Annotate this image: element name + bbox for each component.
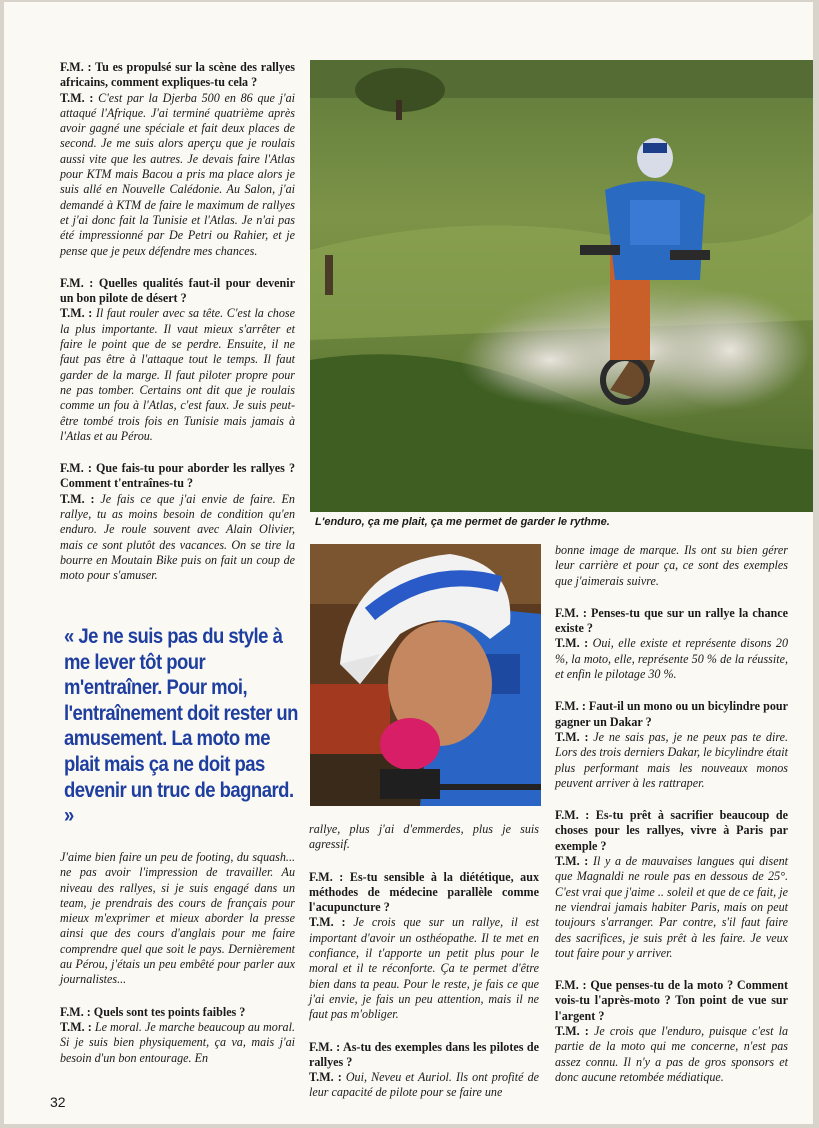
rider-portrait-photo [310, 544, 541, 806]
page-number: 32 [50, 1094, 66, 1110]
answer [60, 1020, 295, 1066]
answer-label: T.M. : [309, 915, 354, 930]
column-middle [309, 822, 539, 1118]
qa-block [60, 276, 295, 444]
enduro-photo-image [310, 60, 813, 512]
qa-block [555, 808, 788, 961]
answer-text: Il y a de mauvaises langues qui disent que Magnaldi ne roule pas en dessous de 25°. C'est vrai que j'aime .. soleil et que de ce fait, je ne viendrai jamais habiter Paris, mais on peut toujours s'arranger. Par contre, s'il faut faire des sacrifices, je suis prêt à les faire. Je veux tout faire pour y arriver. [555, 854, 788, 960]
qa-block [309, 870, 539, 1023]
answer-text: Oui, Neveu et Auriol. Ils ont profité de leur capacité de pilote pour se faire une [309, 1070, 539, 1100]
question: F.M. : Faut-il un mono ou un bicylindre pour gagner un Dakar ? [555, 699, 788, 729]
photo-caption: L'enduro, ça me plait, ça me permet de garder le rythme. [315, 516, 610, 528]
answer-label: T.M. : [555, 1024, 594, 1039]
column-right [555, 543, 788, 1102]
answer-text: Je fais ce que j'ai envie de faire. En rallye, tu as moins besoin de condition qu'en enduro. Je roule souvent avec Alain Olivier, mais ce sont plutôt des vacances. On se tire la bourre en Moutain Bike puis on fait un coup de moto pour s'amuser. [60, 491, 295, 583]
qa-block [309, 1040, 539, 1101]
answer-text: Il faut rouler avec sa tête. C'est la chose la plus importante. Il vaut mieux s'arrêter et faire le point que de se perdre. Ensuite, il ne faut pas être à l'attaque tout le temps. Il faut garder de la marge. Il faut piloter propre pour ne pas tomber. Certains ont dit que je roulais comme un fou à l'Atlas, c'est faux. Je suis peut-être tombé trois fois en Tunisie mais jamais à l'Atlas et au Pérou. [60, 306, 295, 443]
question: F.M. : Que penses-tu de la moto ? Comment vois-tu l'après-moto ? Ton point de vue sur l'argent ? [555, 978, 788, 1023]
answer-label: T.M. : [60, 491, 101, 506]
question: F.M. : Es-tu prêt à sacrifier beaucoup de choses pour les rallyes, vivre à Paris par exemple ? [555, 808, 788, 853]
question: F.M. : As-tu des exemples dans les pilotes de rallyes ? [309, 1039, 539, 1069]
question: F.M. : Quelles qualités faut-il pour devenir un bon pilote de désert ? [60, 275, 295, 306]
question: F.M. : Que fais-tu pour aborder les rallyes ? Comment t'entraînes-tu ? [60, 461, 295, 491]
answer [555, 1024, 788, 1085]
qa-block [60, 60, 295, 259]
answer [60, 306, 295, 444]
magazine-page [4, 2, 813, 1124]
answer-label: T.M. : [555, 636, 593, 651]
qa-block [555, 699, 788, 791]
answer-text: Le moral. Je marche beaucoup au moral. Si je suis bien physiquement, ça va, mais j'ai besoin d'un bon entourage. En [60, 1019, 295, 1065]
enduro-photo [310, 60, 813, 512]
question: F.M. : Quels sont tes points faibles ? [60, 1004, 246, 1019]
qa-block [555, 978, 788, 1085]
answer-label: T.M. : [60, 90, 99, 105]
answer [60, 492, 295, 584]
answer [555, 636, 788, 682]
answer-text: Je crois que l'enduro, puisque c'est la partie de la moto qui me concerne, n'est pas assez connu. Il n'y a pas de gros sponsors et donc aucune retombée médiatique. [555, 1024, 788, 1084]
column-left-lower [60, 850, 295, 1083]
answer-text: J'aime bien faire un peu de footing, du squash... ne pas avoir l'impression de travailler. Au niveau des rallyes, si je suis engagé dans un team, je prendrais des cours de français pour mieux m'exprimer et mieux aborder la presse ainsi que des cours d'anglais pour me faire comprendre quel que soit le pays. Dernièrement au Pérou, j'étais un peu embêté pour parler aux journalistes... [60, 850, 295, 987]
column-left [60, 60, 295, 601]
answer-label: T.M. : [309, 1070, 346, 1085]
answer-text: rallye, plus j'ai d'emmerdes, plus je suis agressif. [309, 822, 539, 852]
qa-block [555, 606, 788, 682]
question: F.M. : Es-tu sensible à la diététique, aux méthodes de médecine parallèle comme l'acupuncture ? [309, 869, 539, 915]
answer [60, 91, 295, 259]
answer-text: bonne image de marque. Ils ont su bien gérer leur carrière et pour ça, ce sont des exemples que j'aimerais suivre. [555, 543, 788, 588]
answer [555, 730, 788, 791]
answer [555, 854, 788, 961]
answer-label: T.M. : [60, 306, 96, 321]
pull-quote: « Je ne suis pas du style à me lever tôt pour m'entraîner. Pour moi, l'entraînement doit rester un amusement. La moto me plait mais ça ne doit pas devenir un truc de bagnard. » [64, 624, 298, 828]
answer-label: T.M. : [555, 854, 593, 869]
answer-text: Je crois que sur un rallye, il est important d'avoir un osthéopathe. Il te met en confiance, il t'apporte un petit plus pour le moral et il te réconforte. Ça te permet d'être bien dans ta peau. Pour le reste, je fais ce que j'ai envie, je fais un peu attention, mais il ne faut pas m'obliger. [309, 915, 539, 1022]
qa-block [60, 1005, 295, 1066]
answer-text: C'est par la Djerba 500 en 86 que j'ai attaqué l'Afrique. J'ai terminé quatrième après avoir gagné une spéciale et fait deux places de second. Je me suis alors aperçu que je roulais aussi vite que les autres. Je devais faire l'Atlas pour KTM mais Bacou a pris ma place alors je suis allé en Nouvelle Calédonie. Au Salon, j'ai demandé à KTM de faire le maximum de rallyes et j'ai donc fait la Tunisie et l'Atlas. Je n'ai pas été impressionné par De Petri ou Rahier, et je pense que je peux défendre mes chances. [60, 90, 295, 258]
answer [309, 1070, 539, 1101]
question: F.M. : Tu es propulsé sur la scène des rallyes africains, comment expliques-tu cela ? [60, 60, 295, 90]
qa-block [60, 461, 295, 583]
question: F.M. : Penses-tu que sur un rallye la chance existe ? [555, 605, 788, 636]
answer-label: T.M. : [555, 729, 594, 744]
answer [309, 915, 539, 1022]
answer-text: Oui, elle existe et représente disons 20 %, la moto, elle, représente 50 % de la réussite, et enfin le pilotage 30 %. [555, 636, 788, 682]
answer-label: T.M. : [60, 1019, 95, 1034]
rider-portrait-image [310, 544, 541, 806]
answer-text: Je ne sais pas, je ne peux pas te dire. Lors des trois derniers Dakar, le bicylindre était plus performant mais les nouveaux monos peuvent arriver à les rattraper. [555, 729, 788, 790]
